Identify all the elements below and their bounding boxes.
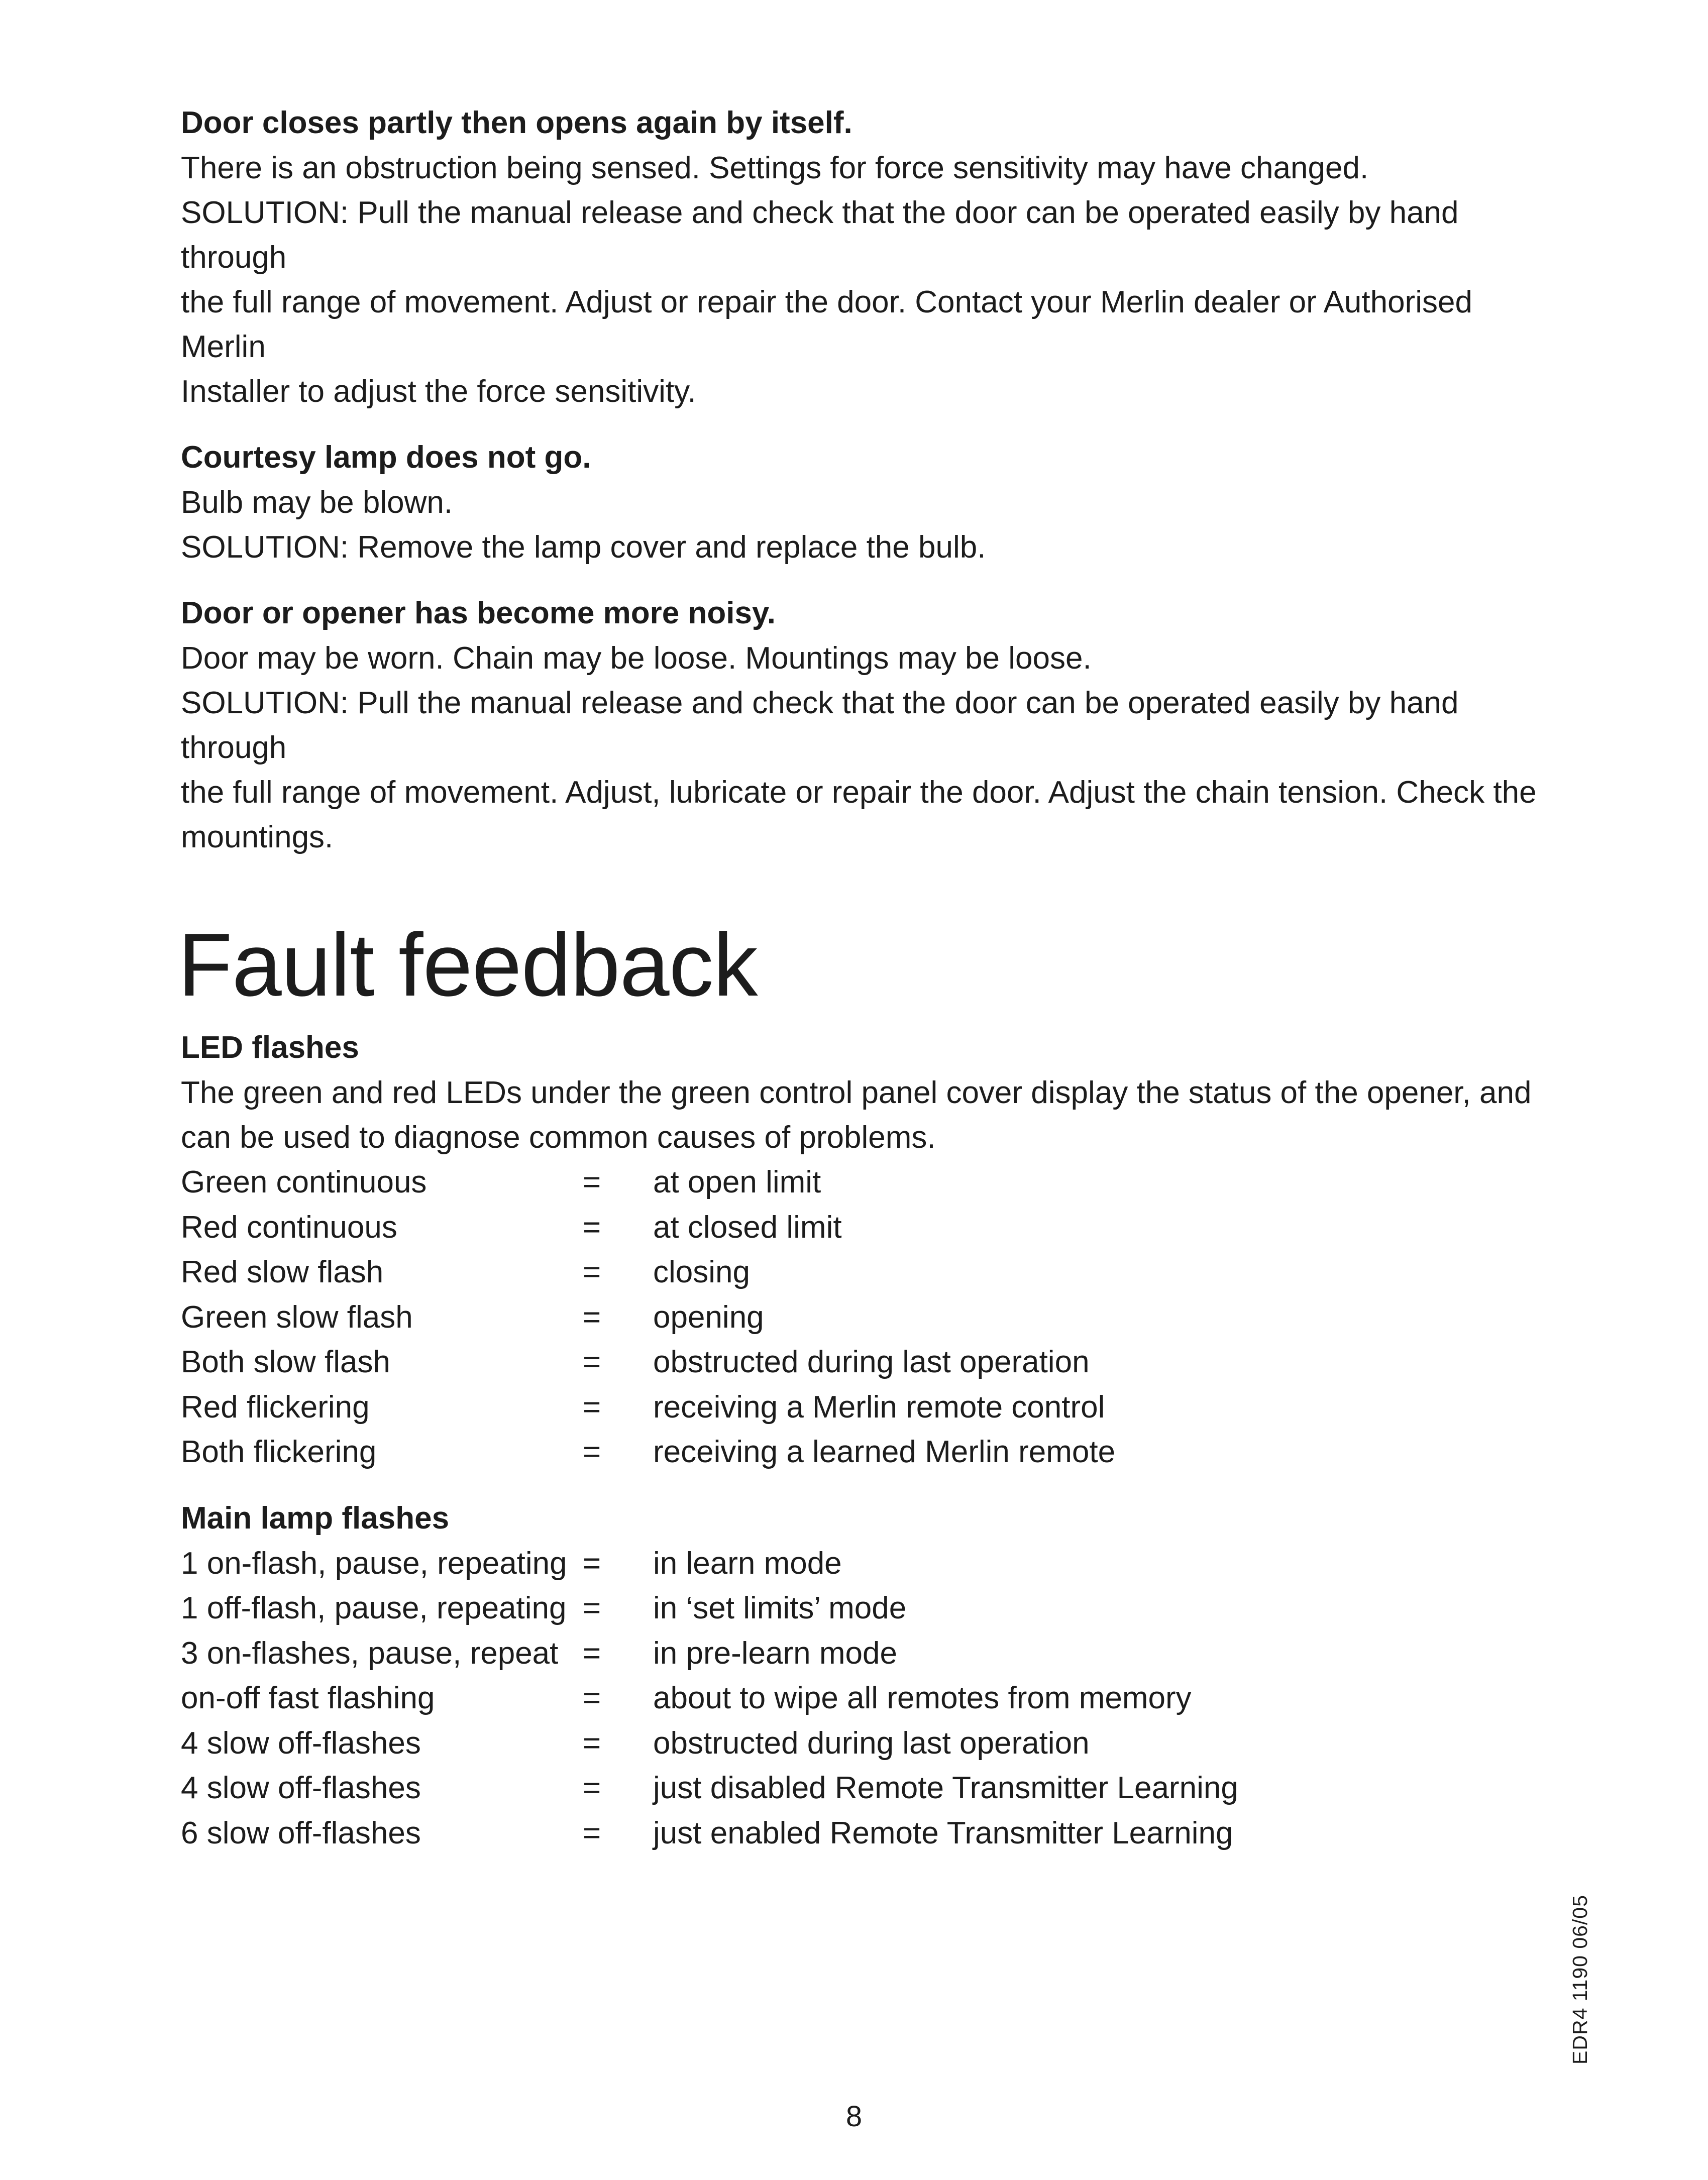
fault-feedback-title: Fault feedback (178, 915, 758, 1015)
led-meaning: at closed limit (653, 1210, 842, 1245)
equals-sign: = (583, 1299, 601, 1335)
led-flashes-section (181, 1025, 1547, 1475)
lamp-meaning: in pre-learn mode (653, 1636, 897, 1671)
equals-sign: = (583, 1546, 601, 1581)
lamp-signal: 4 slow off-flashes (181, 1771, 421, 1805)
section-line: SOLUTION: Pull the manual release and check that the door can be operated easily by hand through (181, 686, 1459, 765)
equals-sign: = (583, 1435, 601, 1469)
led-signal: Red continuous (181, 1210, 397, 1245)
section-heading: Door or opener has become more noisy. (181, 596, 776, 630)
spacer (181, 414, 1547, 435)
led-signal: Red flickering (181, 1389, 370, 1425)
led-meaning: opening (653, 1299, 764, 1335)
section-line: Bulb may be blown. (181, 485, 453, 520)
lamp-signal: 1 on-flash, pause, repeating (181, 1546, 567, 1581)
led-meaning: obstructed during last operation (653, 1345, 1090, 1379)
section-line: the full range of movement. Adjust or repair the door. Contact your Merlin dealer or Authorised Merlin (181, 285, 1472, 364)
led-row (181, 1250, 1547, 1295)
equals-sign: = (583, 1725, 601, 1761)
equals-sign: = (583, 1165, 601, 1200)
section-heading: Courtesy lamp does not go. (181, 440, 591, 475)
section-heading: Door closes partly then opens again by itself. (181, 105, 852, 140)
led-row (181, 1385, 1547, 1430)
led-row (181, 1205, 1547, 1250)
troubleshoot-courtesy-lamp (181, 435, 1547, 570)
led-intro-line: The green and red LEDs under the green control panel cover display the status of the opener, and (181, 1075, 1532, 1110)
document-code: EDR4 1190 06/05 (1568, 1895, 1591, 2064)
led-meaning: receiving a learned Merlin remote (653, 1435, 1116, 1469)
lamp-signal: 3 on-flashes, pause, repeat (181, 1636, 559, 1671)
spacer (181, 570, 1547, 591)
lamp-signal: on-off fast flashing (181, 1681, 435, 1715)
equals-sign: = (583, 1389, 601, 1425)
troubleshoot-noisy-opener (181, 591, 1547, 859)
led-row (181, 1430, 1547, 1475)
led-meaning: receiving a Merlin remote control (653, 1389, 1105, 1425)
section-line: SOLUTION: Remove the lamp cover and replace the bulb. (181, 530, 986, 565)
equals-sign: = (583, 1681, 601, 1715)
led-meaning: at open limit (653, 1165, 821, 1200)
lamp-row (181, 1811, 1547, 1856)
troubleshoot-door-closes-partly (181, 100, 1547, 414)
lamp-row (181, 1631, 1547, 1676)
led-row (181, 1160, 1547, 1205)
led-row (181, 1295, 1547, 1340)
lamp-meaning: just disabled Remote Transmitter Learning (653, 1771, 1238, 1805)
spacer (181, 859, 1547, 915)
equals-sign: = (583, 1771, 601, 1805)
led-flashes-table (181, 1160, 1547, 1475)
led-signal: Green slow flash (181, 1299, 413, 1335)
main-lamp-heading: Main lamp flashes (181, 1500, 450, 1536)
spacer (181, 1475, 1547, 1496)
section-line: There is an obstruction being sensed. Settings for force sensitivity may have changed. (181, 151, 1369, 185)
equals-sign: = (583, 1591, 601, 1625)
lamp-signal: 1 off-flash, pause, repeating (181, 1591, 567, 1625)
equals-sign: = (583, 1636, 601, 1671)
page-content (178, 100, 1547, 1856)
section-line: the full range of movement. Adjust, lubricate or repair the door. Adjust the chain tension. Check the (181, 775, 1537, 810)
lamp-row (181, 1721, 1547, 1766)
main-lamp-table (181, 1541, 1547, 1856)
lamp-meaning: obstructed during last operation (653, 1725, 1090, 1761)
lamp-row (181, 1586, 1547, 1631)
led-intro-line: can be used to diagnose common causes of problems. (181, 1120, 936, 1155)
led-signal: Both flickering (181, 1435, 377, 1469)
section-line: Door may be worn. Chain may be loose. Mountings may be loose. (181, 641, 1092, 676)
lamp-meaning: about to wipe all remotes from memory (653, 1681, 1192, 1715)
equals-sign: = (583, 1345, 601, 1379)
lamp-row (181, 1766, 1547, 1811)
lamp-row (181, 1541, 1547, 1586)
equals-sign: = (583, 1210, 601, 1245)
lamp-row (181, 1676, 1547, 1721)
led-flashes-heading: LED flashes (181, 1030, 359, 1065)
led-signal: Green continuous (181, 1165, 427, 1200)
equals-sign: = (583, 1255, 601, 1289)
equals-sign: = (583, 1815, 601, 1850)
led-signal: Both slow flash (181, 1345, 390, 1379)
section-line: mountings. (181, 820, 334, 854)
lamp-signal: 6 slow off-flashes (181, 1815, 421, 1850)
page-number: 8 (845, 2100, 863, 2133)
lamp-signal: 4 slow off-flashes (181, 1725, 421, 1761)
led-signal: Red slow flash (181, 1255, 384, 1289)
section-line: SOLUTION: Pull the manual release and check that the door can be operated easily by hand through (181, 195, 1459, 275)
lamp-meaning: just enabled Remote Transmitter Learning (653, 1815, 1233, 1850)
section-line: Installer to adjust the force sensitivity. (181, 374, 696, 409)
main-lamp-flashes-section (181, 1496, 1547, 1856)
led-meaning: closing (653, 1255, 750, 1289)
led-row (181, 1340, 1547, 1385)
lamp-meaning: in learn mode (653, 1546, 842, 1581)
lamp-meaning: in ‘set limits’ mode (653, 1591, 907, 1625)
